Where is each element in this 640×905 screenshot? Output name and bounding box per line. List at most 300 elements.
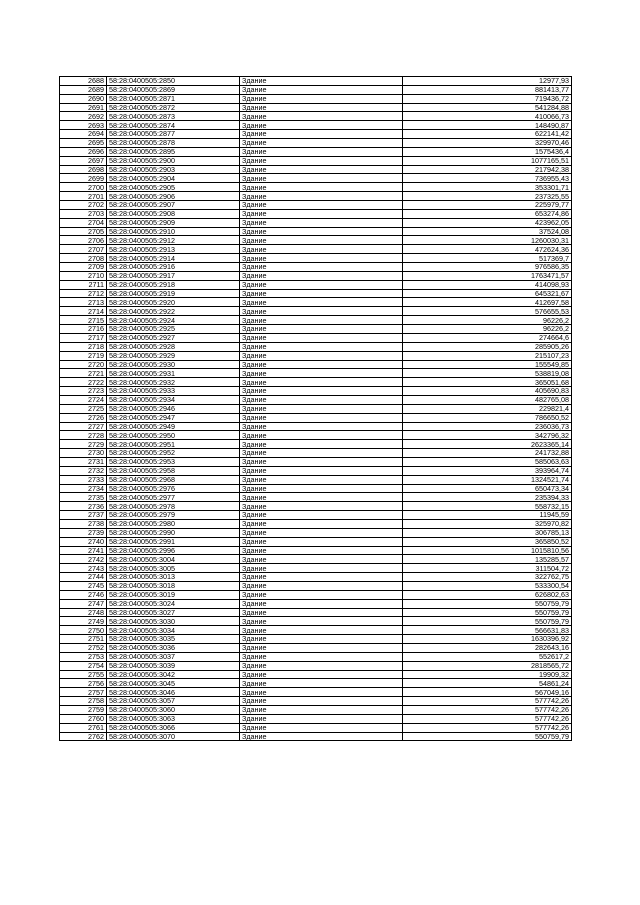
table-row: [60, 387, 572, 396]
row-number-cell: 2743: [60, 564, 107, 573]
cadastral-value-cell: 235394,33: [403, 493, 572, 502]
cadastral-number-cell: 58:28:0400505:2872: [107, 103, 240, 112]
object-type-cell: Здание: [240, 263, 403, 272]
cadastral-number-cell: 58:28:0400505:2991: [107, 537, 240, 546]
table-row: [60, 519, 572, 528]
table-row: [60, 635, 572, 644]
cadastral-value-cell: 1077165,51: [403, 156, 572, 165]
object-type-cell: Здание: [240, 573, 403, 582]
row-number-cell: 2756: [60, 679, 107, 688]
row-number-cell: 2730: [60, 449, 107, 458]
row-number-cell: 2708: [60, 254, 107, 263]
table-row: [60, 183, 572, 192]
table-row: [60, 174, 572, 183]
cadastral-number-cell: 58:28:0400505:2906: [107, 192, 240, 201]
object-type-cell: Здание: [240, 440, 403, 449]
object-type-cell: Здание: [240, 351, 403, 360]
row-number-cell: 2706: [60, 236, 107, 245]
object-type-cell: Здание: [240, 174, 403, 183]
cadastral-number-cell: 58:28:0400505:2931: [107, 369, 240, 378]
table-row: [60, 85, 572, 94]
row-number-cell: 2733: [60, 475, 107, 484]
table-row: [60, 440, 572, 449]
cadastral-value-cell: 405690,83: [403, 387, 572, 396]
table-row: [60, 697, 572, 706]
cadastral-number-cell: 58:28:0400505:2918: [107, 280, 240, 289]
cadastral-number-cell: 58:28:0400505:2951: [107, 440, 240, 449]
table-row: [60, 165, 572, 174]
cadastral-number-cell: 58:28:0400505:3060: [107, 706, 240, 715]
table-row: [60, 395, 572, 404]
table-row: [60, 227, 572, 236]
object-type-cell: Здание: [240, 608, 403, 617]
cadastral-number-cell: 58:28:0400505:3057: [107, 697, 240, 706]
object-type-cell: Здание: [240, 688, 403, 697]
table-row: [60, 413, 572, 422]
row-number-cell: 2757: [60, 688, 107, 697]
object-type-cell: Здание: [240, 635, 403, 644]
cadastral-number-cell: 58:28:0400505:3042: [107, 670, 240, 679]
object-type-cell: Здание: [240, 537, 403, 546]
table-row: [60, 422, 572, 431]
cadastral-value-cell: 135285,57: [403, 555, 572, 564]
table-row: [60, 280, 572, 289]
table-row: [60, 475, 572, 484]
object-type-cell: Здание: [240, 85, 403, 94]
table-row: [60, 94, 572, 103]
row-number-cell: 2688: [60, 77, 107, 86]
cadastral-number-cell: 58:28:0400505:2977: [107, 493, 240, 502]
object-type-cell: Здание: [240, 617, 403, 626]
table-row: [60, 626, 572, 635]
cadastral-value-cell: 96226,2: [403, 325, 572, 334]
object-type-cell: Здание: [240, 449, 403, 458]
table-row: [60, 130, 572, 139]
table-row: [60, 679, 572, 688]
row-number-cell: 2762: [60, 732, 107, 741]
table-row: [60, 369, 572, 378]
row-number-cell: 2737: [60, 511, 107, 520]
table-row: [60, 103, 572, 112]
object-type-cell: Здание: [240, 395, 403, 404]
table-row: [60, 342, 572, 351]
object-type-cell: Здание: [240, 502, 403, 511]
table-row: [60, 404, 572, 413]
cadastral-value-cell: 577742,26: [403, 706, 572, 715]
cadastral-value-cell: 322762,75: [403, 573, 572, 582]
cadastral-value-cell: 12977,93: [403, 77, 572, 86]
object-type-cell: Здание: [240, 316, 403, 325]
cadastral-value-cell: 1015810,56: [403, 546, 572, 555]
cadastral-value-cell: 342796,32: [403, 431, 572, 440]
row-number-cell: 2758: [60, 697, 107, 706]
cadastral-value-cell: 329970,46: [403, 139, 572, 148]
row-number-cell: 2750: [60, 626, 107, 635]
cadastral-number-cell: 58:28:0400505:2949: [107, 422, 240, 431]
table-row: [60, 316, 572, 325]
table-row: [60, 714, 572, 723]
cadastral-number-cell: 58:28:0400505:2869: [107, 85, 240, 94]
cadastral-number-cell: 58:28:0400505:2895: [107, 147, 240, 156]
cadastral-number-cell: 58:28:0400505:3035: [107, 635, 240, 644]
row-number-cell: 2705: [60, 227, 107, 236]
object-type-cell: Здание: [240, 112, 403, 121]
object-type-cell: Здание: [240, 599, 403, 608]
table-row: [60, 431, 572, 440]
table-row: [60, 661, 572, 670]
row-number-cell: 2761: [60, 723, 107, 732]
cadastral-number-cell: 58:28:0400505:3034: [107, 626, 240, 635]
table-row: [60, 484, 572, 493]
cadastral-value-cell: 19909,32: [403, 670, 572, 679]
cadastral-number-cell: 58:28:0400505:2919: [107, 289, 240, 298]
object-type-cell: Здание: [240, 298, 403, 307]
cadastral-number-cell: 58:28:0400505:2978: [107, 502, 240, 511]
cadastral-value-cell: 622141,42: [403, 130, 572, 139]
table-row: [60, 245, 572, 254]
object-type-cell: Здание: [240, 431, 403, 440]
table-row: [60, 271, 572, 280]
cadastral-number-cell: 58:28:0400505:2950: [107, 431, 240, 440]
table-row: [60, 298, 572, 307]
cadastral-value-cell: 2818565,72: [403, 661, 572, 670]
cadastral-number-cell: 58:28:0400505:2933: [107, 387, 240, 396]
table-row: [60, 209, 572, 218]
cadastral-value-cell: 585063,63: [403, 457, 572, 466]
cadastral-number-cell: 58:28:0400505:2908: [107, 209, 240, 218]
cadastral-value-cell: 577742,26: [403, 723, 572, 732]
table-row: [60, 502, 572, 511]
cadastral-number-cell: 58:28:0400505:2996: [107, 546, 240, 555]
object-type-cell: Здание: [240, 723, 403, 732]
cadastral-number-cell: 58:28:0400505:2917: [107, 271, 240, 280]
object-type-cell: Здание: [240, 413, 403, 422]
table-row: [60, 599, 572, 608]
cadastral-number-cell: 58:28:0400505:2947: [107, 413, 240, 422]
table-row: [60, 360, 572, 369]
object-type-cell: Здание: [240, 484, 403, 493]
cadastral-value-cell: 577742,26: [403, 714, 572, 723]
cadastral-number-cell: 58:28:0400505:2878: [107, 139, 240, 148]
row-number-cell: 2699: [60, 174, 107, 183]
cadastral-value-cell: 653274,86: [403, 209, 572, 218]
cadastral-number-cell: 58:28:0400505:3013: [107, 573, 240, 582]
cadastral-value-cell: 736955,43: [403, 174, 572, 183]
cadastral-number-cell: 58:28:0400505:2968: [107, 475, 240, 484]
cadastral-number-cell: 58:28:0400505:3027: [107, 608, 240, 617]
object-type-cell: Здание: [240, 369, 403, 378]
object-type-cell: Здание: [240, 325, 403, 334]
row-number-cell: 2736: [60, 502, 107, 511]
cadastral-number-cell: 58:28:0400505:2877: [107, 130, 240, 139]
table-row: [60, 449, 572, 458]
cadastral-number-cell: 58:28:0400505:3045: [107, 679, 240, 688]
cadastral-value-cell: 215107,23: [403, 351, 572, 360]
table-row: [60, 457, 572, 466]
cadastral-value-cell: 1575436,4: [403, 147, 572, 156]
table-row: [60, 652, 572, 661]
row-number-cell: 2715: [60, 316, 107, 325]
cadastral-number-cell: 58:28:0400505:2871: [107, 94, 240, 103]
object-type-cell: Здание: [240, 697, 403, 706]
table-row: [60, 121, 572, 130]
cadastral-number-cell: 58:28:0400505:3039: [107, 661, 240, 670]
table-row: [60, 112, 572, 121]
table-row: [60, 147, 572, 156]
object-type-cell: Здание: [240, 147, 403, 156]
object-type-cell: Здание: [240, 590, 403, 599]
row-number-cell: 2742: [60, 555, 107, 564]
object-type-cell: Здание: [240, 139, 403, 148]
cadastral-value-cell: 541284,88: [403, 103, 572, 112]
object-type-cell: Здание: [240, 422, 403, 431]
table-row: [60, 236, 572, 245]
cadastral-number-cell: 58:28:0400505:2913: [107, 245, 240, 254]
row-number-cell: 2724: [60, 395, 107, 404]
cadastral-value-cell: 552617,2: [403, 652, 572, 661]
cadastral-value-cell: 645321,67: [403, 289, 572, 298]
table-row: [60, 511, 572, 520]
cadastral-value-cell: 719436,72: [403, 94, 572, 103]
row-number-cell: 2721: [60, 369, 107, 378]
table-row: [60, 77, 572, 86]
table-row: [60, 493, 572, 502]
cadastral-value-cell: 353301,71: [403, 183, 572, 192]
object-type-cell: Здание: [240, 209, 403, 218]
object-type-cell: Здание: [240, 183, 403, 192]
table-row: [60, 608, 572, 617]
table-row: [60, 732, 572, 741]
cadastral-number-cell: 58:28:0400505:2922: [107, 307, 240, 316]
row-number-cell: 2714: [60, 307, 107, 316]
cadastral-value-cell: 786650,52: [403, 413, 572, 422]
cadastral-value-cell: 54861,24: [403, 679, 572, 688]
object-type-cell: Здание: [240, 564, 403, 573]
row-number-cell: 2759: [60, 706, 107, 715]
object-type-cell: Здание: [240, 227, 403, 236]
row-number-cell: 2728: [60, 431, 107, 440]
cadastral-number-cell: 58:28:0400505:3018: [107, 581, 240, 590]
document-page: [59, 76, 572, 741]
object-type-cell: Здание: [240, 511, 403, 520]
cadastral-value-cell: 1630396,92: [403, 635, 572, 644]
object-type-cell: Здание: [240, 156, 403, 165]
row-number-cell: 2692: [60, 112, 107, 121]
object-type-cell: Здание: [240, 280, 403, 289]
cadastral-value-cell: 533300,54: [403, 581, 572, 590]
cadastral-value-cell: 650473,34: [403, 484, 572, 493]
row-number-cell: 2744: [60, 573, 107, 582]
object-type-cell: Здание: [240, 103, 403, 112]
object-type-cell: Здание: [240, 661, 403, 670]
row-number-cell: 2713: [60, 298, 107, 307]
cadastral-number-cell: 58:28:0400505:2952: [107, 449, 240, 458]
table-row: [60, 218, 572, 227]
table-row: [60, 289, 572, 298]
table-row: [60, 688, 572, 697]
table-row: [60, 325, 572, 334]
object-type-cell: Здание: [240, 493, 403, 502]
cadastral-number-cell: 58:28:0400505:2907: [107, 201, 240, 210]
row-number-cell: 2751: [60, 635, 107, 644]
table-row: [60, 644, 572, 653]
cadastral-number-cell: 58:28:0400505:2934: [107, 395, 240, 404]
row-number-cell: 2716: [60, 325, 107, 334]
object-type-cell: Здание: [240, 333, 403, 342]
table-row: [60, 573, 572, 582]
row-number-cell: 2703: [60, 209, 107, 218]
cadastral-value-cell: 472624,36: [403, 245, 572, 254]
cadastral-value-cell: 626802,63: [403, 590, 572, 599]
cadastral-value-cell: 365850,52: [403, 537, 572, 546]
object-type-cell: Здание: [240, 555, 403, 564]
cadastral-number-cell: 58:28:0400505:3046: [107, 688, 240, 697]
object-type-cell: Здание: [240, 342, 403, 351]
object-type-cell: Здание: [240, 218, 403, 227]
cadastral-number-cell: 58:28:0400505:3019: [107, 590, 240, 599]
row-number-cell: 2735: [60, 493, 107, 502]
cadastral-number-cell: 58:28:0400505:2980: [107, 519, 240, 528]
cadastral-value-cell: 393964,74: [403, 466, 572, 475]
row-number-cell: 2755: [60, 670, 107, 679]
row-number-cell: 2694: [60, 130, 107, 139]
row-number-cell: 2739: [60, 528, 107, 537]
cadastral-number-cell: 58:28:0400505:3024: [107, 599, 240, 608]
object-type-cell: Здание: [240, 77, 403, 86]
cadastral-value-cell: 414098,93: [403, 280, 572, 289]
row-number-cell: 2747: [60, 599, 107, 608]
cadastral-value-cell: 217942,38: [403, 165, 572, 174]
row-number-cell: 2696: [60, 147, 107, 156]
object-type-cell: Здание: [240, 581, 403, 590]
row-number-cell: 2689: [60, 85, 107, 94]
cadastral-value-cell: 241732,88: [403, 449, 572, 458]
cadastral-number-cell: 58:28:0400505:2930: [107, 360, 240, 369]
cadastral-value-cell: 482765,08: [403, 395, 572, 404]
table-row: [60, 537, 572, 546]
row-number-cell: 2693: [60, 121, 107, 130]
cadastral-number-cell: 58:28:0400505:2979: [107, 511, 240, 520]
table-row: [60, 670, 572, 679]
table-row: [60, 378, 572, 387]
object-type-cell: Здание: [240, 732, 403, 741]
cadastral-value-cell: 306785,13: [403, 528, 572, 537]
table-row: [60, 581, 572, 590]
object-type-cell: Здание: [240, 457, 403, 466]
table-row: [60, 263, 572, 272]
row-number-cell: 2711: [60, 280, 107, 289]
cadastral-number-cell: 58:28:0400505:2873: [107, 112, 240, 121]
table-row: [60, 192, 572, 201]
cadastral-value-cell: 325970,82: [403, 519, 572, 528]
object-type-cell: Здание: [240, 679, 403, 688]
row-number-cell: 2754: [60, 661, 107, 670]
object-type-cell: Здание: [240, 360, 403, 369]
object-type-cell: Здание: [240, 289, 403, 298]
row-number-cell: 2697: [60, 156, 107, 165]
table-row: [60, 201, 572, 210]
object-type-cell: Здание: [240, 519, 403, 528]
object-type-cell: Здание: [240, 670, 403, 679]
cadastral-value-cell: 576655,53: [403, 307, 572, 316]
table-row: [60, 156, 572, 165]
row-number-cell: 2748: [60, 608, 107, 617]
cadastral-value-cell: 229821,4: [403, 404, 572, 413]
row-number-cell: 2701: [60, 192, 107, 201]
row-number-cell: 2691: [60, 103, 107, 112]
cadastral-number-cell: 58:28:0400505:3030: [107, 617, 240, 626]
cadastral-value-table: [59, 76, 572, 741]
cadastral-number-cell: 58:28:0400505:2929: [107, 351, 240, 360]
cadastral-value-cell: 274664,6: [403, 333, 572, 342]
cadastral-number-cell: 58:28:0400505:2910: [107, 227, 240, 236]
row-number-cell: 2738: [60, 519, 107, 528]
cadastral-value-cell: 550759,79: [403, 608, 572, 617]
row-number-cell: 2726: [60, 413, 107, 422]
object-type-cell: Здание: [240, 165, 403, 174]
table-row: [60, 351, 572, 360]
table-row: [60, 706, 572, 715]
cadastral-number-cell: 58:28:0400505:2903: [107, 165, 240, 174]
cadastral-value-cell: 976586,35: [403, 263, 572, 272]
cadastral-number-cell: 58:28:0400505:2904: [107, 174, 240, 183]
cadastral-number-cell: 58:28:0400505:2932: [107, 378, 240, 387]
table-row: [60, 617, 572, 626]
cadastral-number-cell: 58:28:0400505:2850: [107, 77, 240, 86]
cadastral-value-cell: 365051,68: [403, 378, 572, 387]
row-number-cell: 2702: [60, 201, 107, 210]
cadastral-number-cell: 58:28:0400505:3070: [107, 732, 240, 741]
object-type-cell: Здание: [240, 201, 403, 210]
table-row: [60, 723, 572, 732]
cadastral-value-cell: 282643,16: [403, 644, 572, 653]
object-type-cell: Здание: [240, 130, 403, 139]
table-row: [60, 528, 572, 537]
cadastral-number-cell: 58:28:0400505:2914: [107, 254, 240, 263]
cadastral-value-cell: 550759,79: [403, 599, 572, 608]
object-type-cell: Здание: [240, 192, 403, 201]
cadastral-value-cell: 225979,77: [403, 201, 572, 210]
row-number-cell: 2749: [60, 617, 107, 626]
cadastral-number-cell: 58:28:0400505:2912: [107, 236, 240, 245]
cadastral-value-cell: 237325,55: [403, 192, 572, 201]
row-number-cell: 2717: [60, 333, 107, 342]
cadastral-value-cell: 566631,83: [403, 626, 572, 635]
cadastral-number-cell: 58:28:0400505:2976: [107, 484, 240, 493]
cadastral-number-cell: 58:28:0400505:3063: [107, 714, 240, 723]
table-row: [60, 139, 572, 148]
object-type-cell: Здание: [240, 121, 403, 130]
cadastral-value-cell: 37524,08: [403, 227, 572, 236]
object-type-cell: Здание: [240, 387, 403, 396]
cadastral-value-cell: 311504,72: [403, 564, 572, 573]
cadastral-value-cell: 96226,2: [403, 316, 572, 325]
cadastral-value-cell: 423962,05: [403, 218, 572, 227]
object-type-cell: Здание: [240, 475, 403, 484]
cadastral-value-cell: 558732,15: [403, 502, 572, 511]
table-row: [60, 307, 572, 316]
row-number-cell: 2732: [60, 466, 107, 475]
cadastral-number-cell: 58:28:0400505:2900: [107, 156, 240, 165]
object-type-cell: Здание: [240, 546, 403, 555]
row-number-cell: 2709: [60, 263, 107, 272]
row-number-cell: 2718: [60, 342, 107, 351]
object-type-cell: Здание: [240, 245, 403, 254]
table-row: [60, 466, 572, 475]
cadastral-number-cell: 58:28:0400505:2924: [107, 316, 240, 325]
row-number-cell: 2741: [60, 546, 107, 555]
cadastral-value-cell: 577742,26: [403, 697, 572, 706]
